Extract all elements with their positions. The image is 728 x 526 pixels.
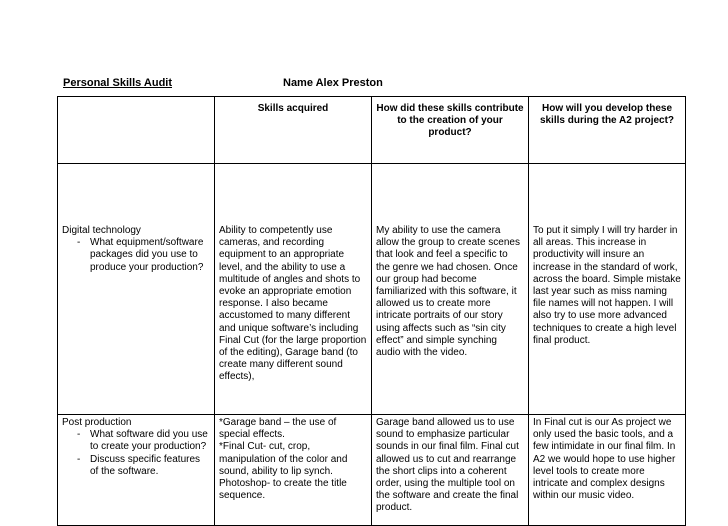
row-label-cell [58, 415, 215, 526]
skills-cell: *Garage band – the use of special effects. *Final Cut- cut, crop, manipulation of the color and sound, ability to lip synch. Photoshop- to create the title sequence. [215, 415, 372, 526]
table-row [58, 164, 686, 415]
skills-cell: Ability to competently use cameras, and recording equipment to an appropriate level, and the ability to use a multitude of angles and shots to evoke an appropriate emotion response. I also became accustomed to many different and unique software’s including Final Cut (for the large proportion of the editing), Garage band (to create many different sound effects), [215, 164, 372, 415]
sub-item: - What software did you use to create your production? [62, 429, 210, 453]
contribution-cell: Garage band allowed us to use sound to emphasize particular sounds in our final film. Final cut allowed us to cut and rearrange the short clips into a coherent order, using the multiple tool on the software and create the final product. [372, 415, 529, 526]
contribution-cell: My ability to use the camera allow the group to create scenes that look and feel a specific to the genre we had chosen. Once our group had become familiarized with this software, it allowed us to create more intricate portraits of our story using affects such as “sin city effect” and simple synching audio with the video. [372, 164, 529, 415]
table-header-row [58, 97, 686, 164]
development-cell: To put it simply I will try harder in all areas. This increase in productivity will insure an increase in the standard of work, across the board. Simple mistake last year such as miss naming file names will not happen. I will also try to use more advanced techniques to create a high level final product. [529, 164, 686, 415]
header-development: How will you develop these skills during the A2 project? [529, 97, 686, 164]
header-contribution: How did these skills contribute to the creation of your product? [372, 97, 529, 164]
header-cell-empty [58, 97, 215, 164]
skills-audit-table [57, 96, 686, 526]
row-label-cell [58, 164, 215, 415]
author-name: Name Alex Preston [283, 77, 383, 89]
development-cell: In Final cut is our As project we only used the basic tools, and a few intimidate in our final film. In A2 we would hope to use higher level tools to create more intricate and complex designs within our music video. [529, 415, 686, 526]
header-skills-acquired: Skills acquired [215, 97, 372, 164]
document-title: Personal Skills Audit [63, 77, 173, 89]
row-label: Digital technology [62, 225, 141, 236]
sub-item-list [62, 237, 210, 274]
table-row [58, 415, 686, 526]
sub-item: - Discuss specific features of the software. [62, 454, 210, 478]
sub-item-list [62, 429, 210, 478]
sub-item: - What equipment/software packages did you use to produce your production? [62, 237, 210, 274]
row-label: Post production [62, 417, 132, 428]
